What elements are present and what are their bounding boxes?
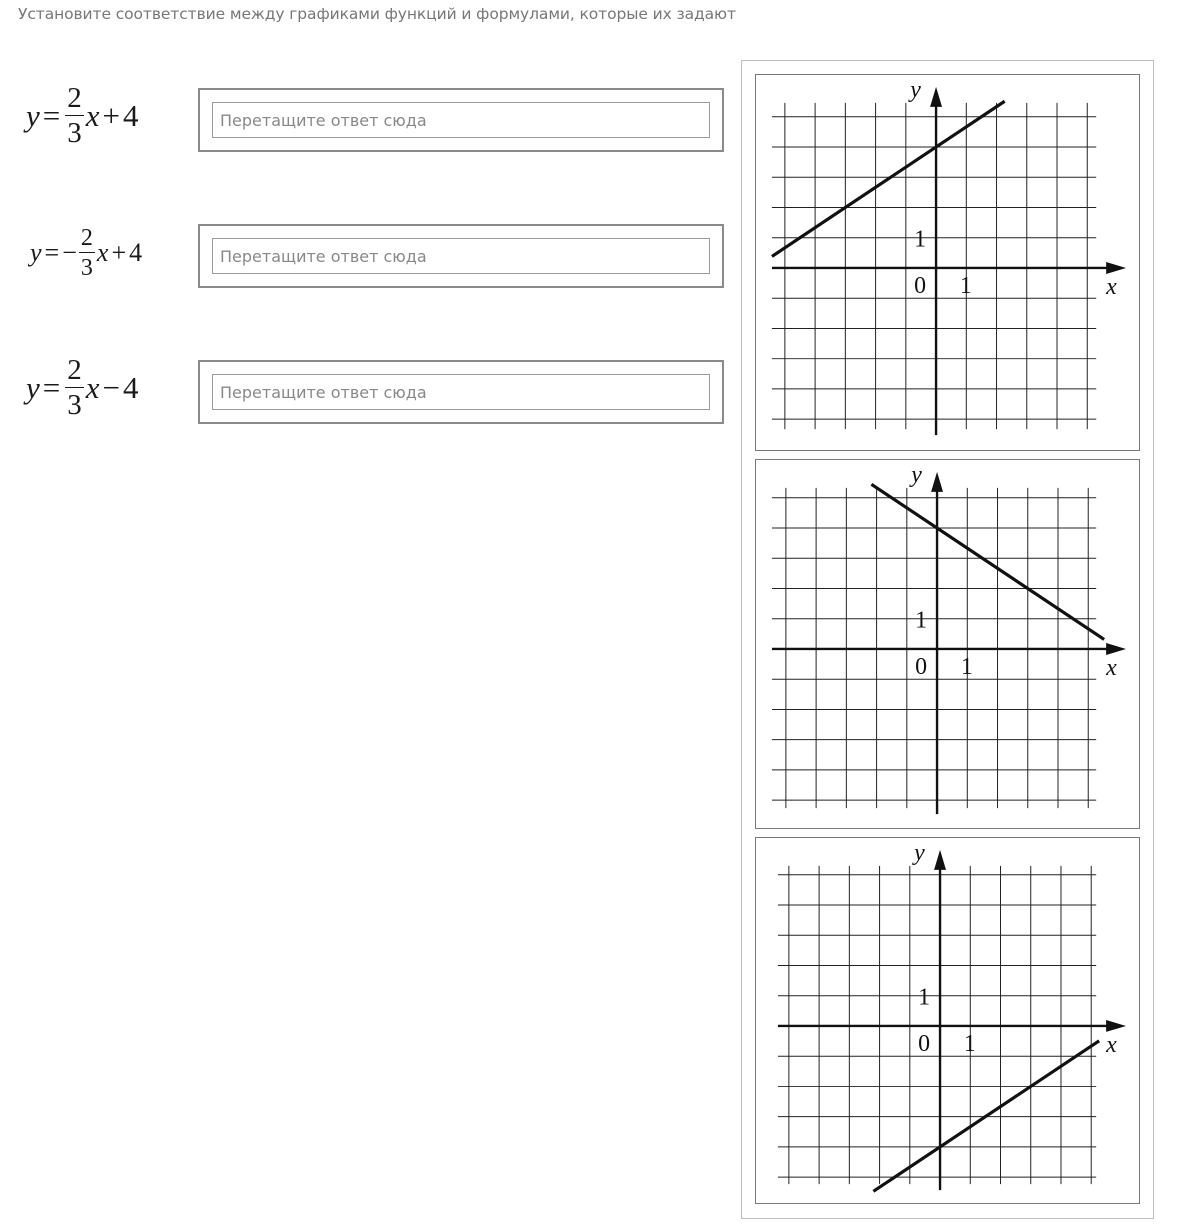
- formula-fraction: [79, 226, 95, 280]
- match-row-3: [0, 352, 740, 442]
- graph-plot-2: [756, 460, 1139, 828]
- x-axis-arrow: [1106, 1020, 1126, 1032]
- formula-constant: 4: [123, 370, 139, 405]
- fraction-numerator: 2: [80, 225, 93, 251]
- formula-fraction: [65, 356, 84, 420]
- x-axis-label: x: [1106, 654, 1117, 681]
- x-axis-arrow: [1106, 643, 1126, 655]
- formula-sign: −: [62, 238, 77, 267]
- grid-lines: [772, 103, 1096, 429]
- formula-x: x: [85, 370, 100, 405]
- y-axis-label: y: [910, 76, 921, 103]
- graph-card-1[interactable]: [755, 74, 1140, 451]
- graph-plot-3: [756, 838, 1139, 1203]
- formula-x: x: [85, 98, 100, 133]
- drop-zone-placeholder[interactable]: Перетащите ответ сюда: [212, 238, 710, 274]
- formula-equals: =: [42, 370, 61, 405]
- formula-fraction: [65, 84, 84, 148]
- drop-zone-3[interactable]: [198, 360, 724, 424]
- function-line: [873, 1041, 1099, 1192]
- formula-equals: =: [42, 98, 61, 133]
- formula-y: y: [30, 238, 42, 267]
- fraction-denominator: 3: [67, 117, 82, 149]
- formula-operator: +: [111, 238, 127, 267]
- origin-label: 0: [918, 1030, 931, 1057]
- formula-constant: 4: [129, 238, 143, 267]
- formula-1: [26, 80, 139, 152]
- y-unit-label: 1: [915, 607, 928, 634]
- formula-operator: −: [102, 370, 120, 405]
- x-unit-label: 1: [963, 1030, 976, 1057]
- y-axis-arrow: [931, 472, 943, 492]
- drop-zone-placeholder[interactable]: Перетащите ответ сюда: [212, 102, 710, 138]
- origin-label: 0: [915, 653, 928, 680]
- y-axis-label: y: [914, 839, 925, 866]
- fraction-denominator: 3: [67, 389, 82, 421]
- graph-card-3[interactable]: [755, 837, 1140, 1204]
- y-unit-label: 1: [914, 226, 927, 253]
- function-line: [772, 101, 1005, 256]
- task-instruction: Установите соответствие между графиками функций и формулами, которые их задают: [18, 5, 736, 23]
- x-unit-label: 1: [960, 653, 973, 680]
- x-axis-arrow: [1106, 262, 1126, 274]
- graph-plot-1: [756, 75, 1139, 450]
- formula-equals: =: [44, 238, 60, 267]
- x-unit-label: 1: [959, 272, 972, 299]
- y-axis-label: y: [911, 461, 922, 488]
- formula-3: [26, 352, 139, 424]
- drop-zone-2[interactable]: [198, 224, 724, 288]
- y-axis-arrow: [930, 87, 942, 107]
- formula-x: x: [96, 238, 109, 267]
- drop-zone-1[interactable]: [198, 88, 724, 152]
- match-row-2: [0, 216, 740, 306]
- formula-y: y: [26, 98, 40, 133]
- fraction-denominator: 3: [80, 255, 93, 281]
- formula-y: y: [26, 370, 40, 405]
- match-row-1: [0, 80, 740, 170]
- formula-2: [30, 218, 142, 288]
- drop-zone-placeholder[interactable]: Перетащите ответ сюда: [212, 374, 710, 410]
- y-axis-arrow: [934, 850, 946, 870]
- formula-constant: 4: [123, 98, 139, 133]
- fraction-numerator: 2: [67, 354, 82, 386]
- graph-card-2[interactable]: [755, 459, 1140, 829]
- x-axis-label: x: [1106, 1031, 1117, 1058]
- formula-operator: +: [102, 98, 120, 133]
- y-unit-label: 1: [918, 984, 931, 1011]
- fraction-numerator: 2: [67, 82, 82, 114]
- origin-label: 0: [914, 272, 927, 299]
- x-axis-label: x: [1106, 273, 1117, 300]
